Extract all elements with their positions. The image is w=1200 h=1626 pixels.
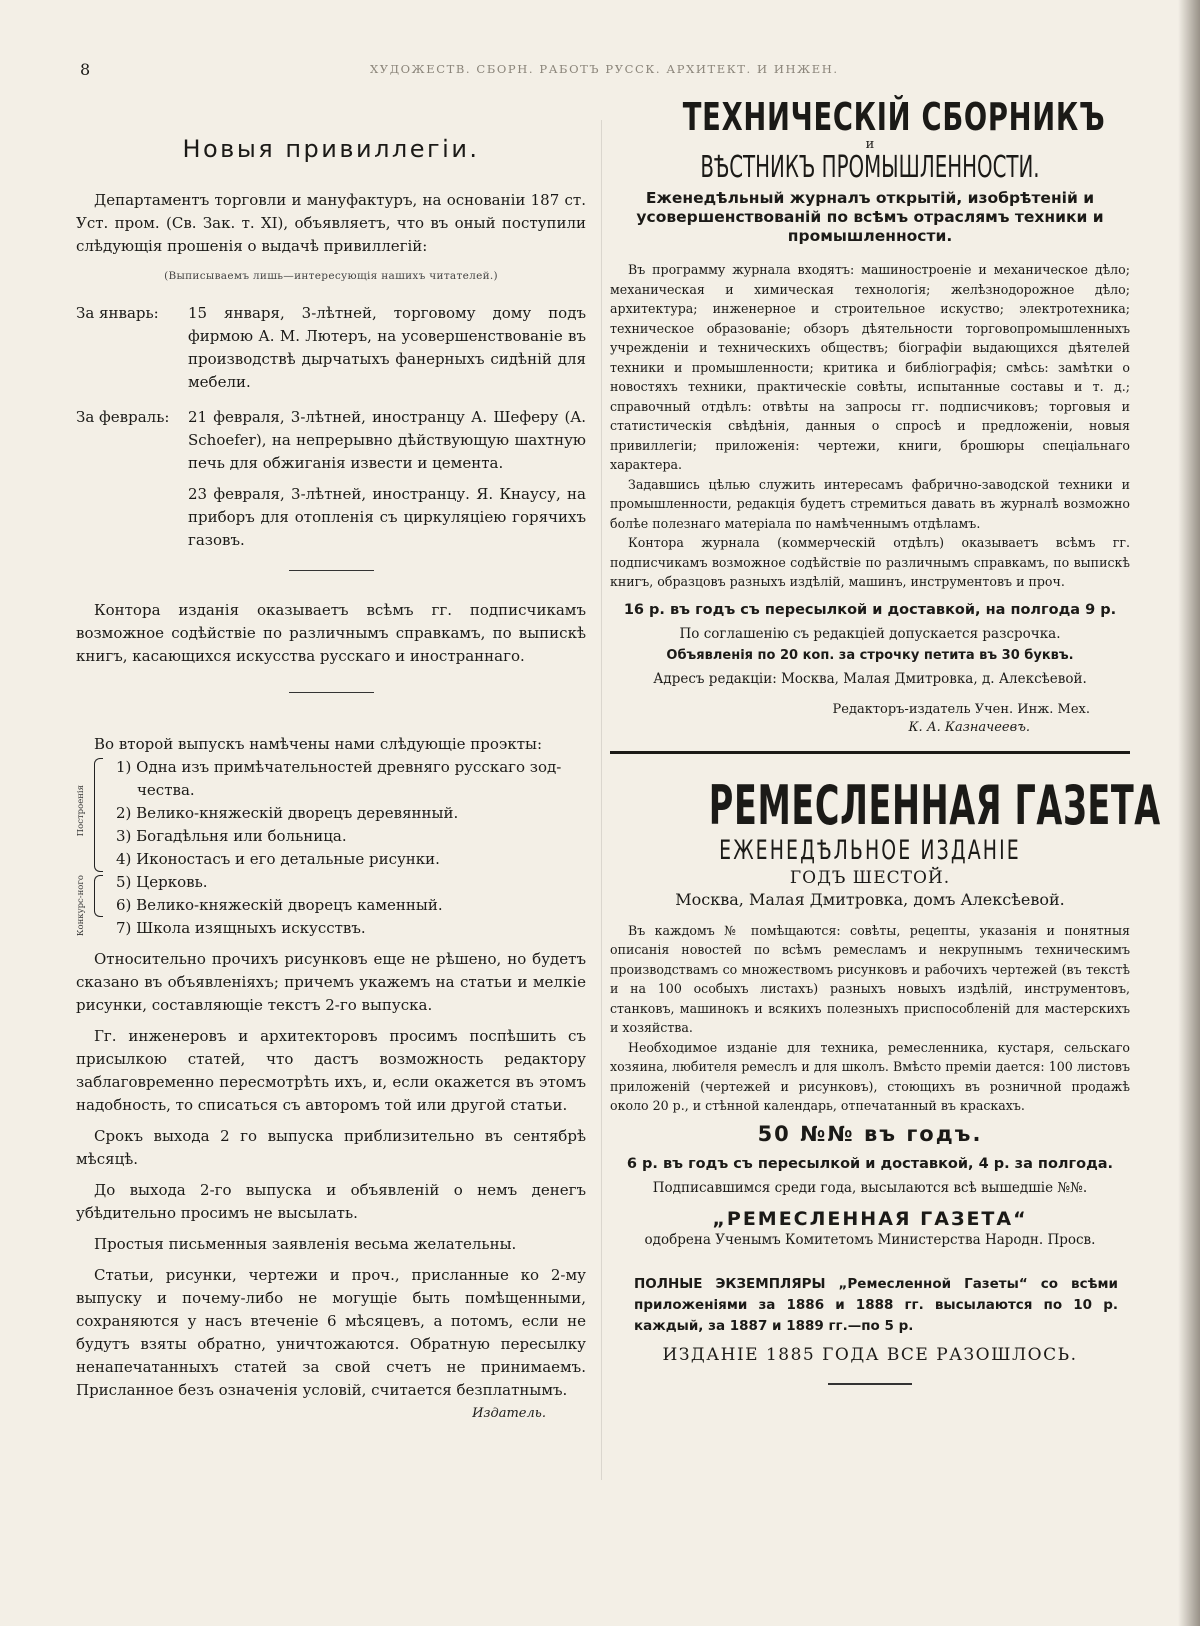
projects-header: Во второй выпускъ намѣчены нами слѣдующіе проэкты: (94, 735, 542, 753)
project-item: 3) Богадѣльня или больница. (116, 827, 347, 845)
paragraph-applications: Простыя письменныя заявленія весьма желательны. (94, 1235, 517, 1253)
gazette-subtitle: ЕЖЕНЕДѢЛЬНОЕ ИЗДАНІЕ (719, 834, 1021, 866)
column-divider (601, 120, 602, 1480)
paragraph-no-money: До выхода 2-го выпуска и объявленій о немъ денегъ убѣдительно просимъ не высылать. (76, 1181, 586, 1222)
tech-journal-title: ТЕХНИЧЕСКІЙ СБОРНИКЪ (682, 95, 1106, 139)
tech-editor-name: К. А. Казначеевъ. (908, 719, 1030, 735)
side-label-construction: Построенія (76, 785, 86, 837)
gazette-full-sets: ПОЛНЫЕ ЭКЗЕМПЛЯРЫ „Ремесленной Газеты“ со всѣми приложеніями за 1886 и 1888 гг. высылаются по 10 р. каждый, за 1887 и 1889 гг.—по 5 р. (634, 1275, 1118, 1334)
project-item: 6) Велико-княжескій дворецъ каменный. (116, 896, 443, 914)
tech-installment: По соглашенію съ редакціей допускается разсрочка. (679, 625, 1061, 642)
gazette-audience: Необходимое изданіе для техника, ремесленника, кустаря, сельскаго хозяина, любителя ремеслъ и для школъ. Вмѣсто преміи дается: 100 листовъ приложеній (чертежей и рисунковъ), стоющихъ въ розничной продажѣ около 20 р., и стѣнной календарь, отпечатанный въ краскахъ. (610, 1039, 1130, 1113)
project-item: 7) Школа изящныхъ искусствъ. (116, 919, 366, 937)
project-item: 2) Велико-княжескій дворецъ деревянный. (116, 804, 459, 822)
gazette-title: РЕМЕСЛЕННАЯ ГАЗЕТА (708, 773, 1161, 837)
projects-section (76, 733, 586, 940)
page-edge-shadow (1178, 0, 1200, 1626)
tech-editor (610, 701, 1090, 737)
january-text: 15 января, 3-лѣтней, торговому дому подъ фирмою А. М. Лютеръ, на усовершенствованіе въ производствѣ дырчатыхъ фанерныхъ сидѣній для мебели. (188, 304, 586, 391)
tech-aim: Задавшись цѣлью служить интересамъ фабрично-заводской техники и промышленности, редакція будетъ стремиться давать въ журналѣ возможно болѣе полезнаго матеріала по намѣченнымъ отдѣламъ. (610, 476, 1130, 531)
privileges-note: (Выписываемъ лишь—интересующія нашихъ читателей.) (164, 270, 498, 282)
tech-price: 16 р. въ годъ съ пересылкой и доставкой, на полгода 9 р. (623, 601, 1117, 618)
tech-journal-and: и (865, 137, 875, 152)
projects-list (76, 756, 586, 940)
running-head: ХУДОЖЕСТВ. СБОРН. РАБОТЪ РУССК. АРХИТЕКТ. И ИНЖЕН. (370, 62, 839, 76)
publisher-signature: Издатель. (472, 1406, 546, 1421)
tech-program: Въ программу журнала входятъ: машиностроеніе и механическое дѣло; механическая и химическая технологія; желѣзнодорожное дѣло; архитектура; инженерное и строительное искуство; электротехника; техническое образованіе; обзоръ дѣятельности торговопромышленныхъ учрежденіи и техническихъ обществъ; біографіи выдающихся дѣятелей техники и промышленности; критика и библіографія; смѣсь: замѣтки о новостяхъ техники, практическіе совѣты, испытанные составы и т. д.; справочный отдѣлъ: отвѣты на запросы гг. подписчиковъ; торговыя и статистическія свѣдѣнія, данныя о спросѣ и предложеніи, новыя привиллегіи; приложенія: чертежи, книги, брошюры спеціальнаго характера. (610, 262, 1130, 472)
ad-separator (610, 751, 1130, 754)
gazette-address: Москва, Малая Дмитровка, домъ Алексѣевой. (675, 889, 1065, 909)
privileges-intro: Департаментъ торговли и мануфактуръ, на основаніи 187 ст. Уст. пром. (Св. Зак. т. XI), объявляетъ, что въ оный поступили слѣдующія прошенія о выдачѣ привиллегій: (76, 191, 586, 255)
left-column (76, 125, 586, 1421)
paragraph-drawings: Относительно прочихъ рисунковъ еще не рѣшено, но будетъ сказано въ объявленіяхъ; причемъ укажемъ на статьи и мелкіе рисунки, составляющіе текстъ 2-го выпуска. (76, 950, 586, 1014)
section-rule (289, 692, 374, 693)
section-rule (289, 570, 374, 571)
gazette-sold-out: ИЗДАНІЕ 1885 ГОДА ВСЕ РАЗОШЛОСЬ. (662, 1344, 1078, 1365)
project-item: 5) Церковь. (116, 873, 208, 891)
january-entry (76, 302, 586, 394)
gazette-issues: 50 №№ въ годъ. (757, 1121, 983, 1146)
gazette-approval: одобрена Ученымъ Комитетомъ Министерства Народн. Просв. (644, 1231, 1096, 1248)
gazette-midyear: Подписавшимся среди года, высылаются всѣ вышедшіе №№. (652, 1179, 1088, 1196)
tech-journal-description: Еженедѣльный журналъ открытій, изобрѣтеній и усовершенствованій по всѣмъ отраслямъ техники и промышленности. (636, 189, 1104, 245)
end-rule (828, 1383, 912, 1385)
february-entry (76, 406, 586, 552)
february-text-2: 23 февраля, 3-лѣтней, иностранцу. Я. Кнаусу, на приборъ для отопленія съ циркуляціею горячихъ газовъ. (188, 485, 586, 549)
right-column (610, 95, 1161, 1385)
tech-journal-subtitle: ВѢСТНИКЪ ПРОМЫШЛЕННОСТИ. (700, 150, 1040, 185)
privileges-title: Новыя привиллегіи. (182, 135, 480, 163)
tech-address: Адресъ редакціи: Москва, Малая Дмитровка, д. Алексѣевой. (653, 670, 1087, 687)
paragraph-engineers: Гг. инженеровъ и архитекторовъ просимъ поспѣшить съ присылкою статей, что дастъ возможность редактору заблаговременно пересмотрѣть ихъ, и, если окажется въ этомъ надобность, то списаться съ авторомъ той или другой статьи. (76, 1027, 586, 1114)
project-item: чества. (137, 781, 195, 799)
paragraph-release-date: Срокъ выхода 2 го выпуска приблизительно въ сентябрѣ мѣсяцѣ. (76, 1127, 586, 1168)
january-label: За январь: (76, 304, 159, 322)
side-label-competition: Конкурс-ного (76, 875, 86, 937)
tech-office: Контора журнала (коммерческій отдѣлъ) оказываетъ всѣмъ гг. подписчикамъ возможное содѣйствіе по различнымъ справкамъ, по выпискѣ книгъ, образцовъ разныхъ издѣлій, машинъ, инструментовъ и проч. (610, 535, 1130, 589)
tech-editor-role: Редакторъ-издатель Учен. Инж. Мех. (832, 701, 1090, 717)
project-item: 4) Иконостасъ и его детальные рисунки. (116, 850, 440, 868)
gazette-name: „РЕМЕСЛЕННАЯ ГАЗЕТА“ (712, 1207, 1028, 1230)
gazette-contents: Въ каждомъ № помѣщаются: совѣты, рецепты, указанія и понятныя описанія новостей по всѣмъ ремесламъ и некрупнымъ техническимъ производствамъ со множествомъ рисунковъ и рабочихъ чертежей (въ текстѣ и на 100 особыхъ листахъ) разныхъ новыхъ издѣлій, инструментовъ, станковъ, машинокъ и всякихъ полезныхъ приспособленій для мастерскихъ и хозяйства. (610, 922, 1130, 1035)
gazette-year: ГОДЪ ШЕСТОЙ. (789, 867, 951, 888)
paragraph-articles: Статьи, рисунки, чертежи и проч., присланные ко 2-му выпуску и почему-либо не могущіе быть помѣщенными, сохраняются у насъ втеченіе 6 мѣсяцевъ, а потомъ, если не будутъ взяты обратно, уничтожаются. Обратную пересылку ненапечатанныхъ статей за свой счетъ не принимаемъ. Присланное безъ означенія условій, считается безплатнымъ. (76, 1266, 586, 1399)
page-number: 8 (80, 60, 91, 79)
office-paragraph: Контора изданія оказываетъ всѣмъ гг. подписчикамъ возможное содѣйствіе по различнымъ справкамъ, по выпискѣ книгъ, касающихся искусства русскаго и иностраннаго. (76, 601, 586, 665)
tech-ads: Объявленія по 20 коп. за строчку петита въ 30 буквъ. (666, 647, 1074, 663)
gazette-price: 6 р. въ годъ съ пересылкой и доставкой, 4 р. за полгода. (626, 1155, 1114, 1172)
project-item: 1) Одна изъ примѣчательностей древняго русскаго зод- (116, 758, 562, 776)
february-text-1: 21 февраля, 3-лѣтней, иностранцу А. Шеферу (A. Schoefer), на непрерывно дѣйствующую шахтную печь для обжиганія извести и цемента. (188, 408, 586, 472)
february-label: За февраль: (76, 408, 170, 426)
